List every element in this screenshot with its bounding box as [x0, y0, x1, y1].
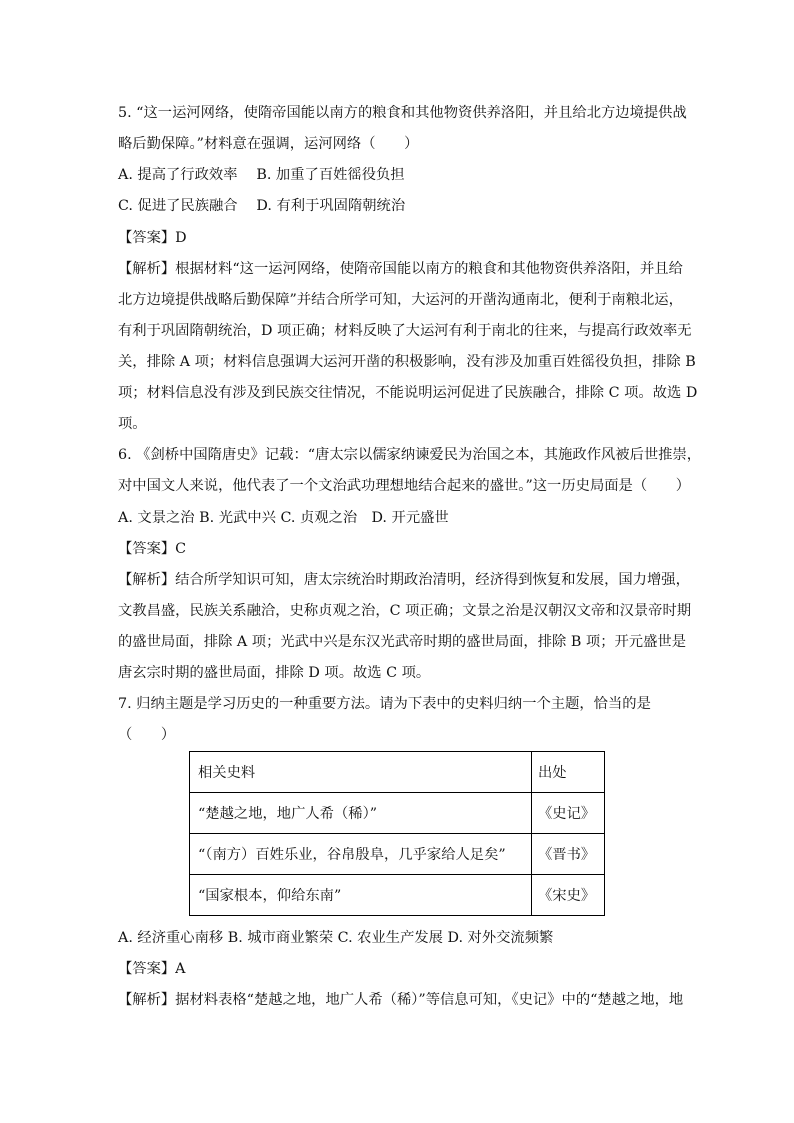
q6-analysis-line: 唐玄宗时期的盛世局面，排除 D 项。故选 C 项。 [118, 665, 431, 681]
q5-stem-line-1: 5. “这一运河网络，使隋帝国能以南方的粮食和其他物资供养洛阳，并且给北方边境提供战 [118, 105, 687, 121]
table-cell: “国家根本，仰给东南” [190, 875, 532, 916]
q5-analysis-line: 有利于巩固隋朝统治，D 项正确；材料反映了大运河有利于南北的往来，与提高行政效率无 [118, 323, 692, 339]
q6-answer: 【答案】C [118, 541, 187, 557]
q5-options-line-1: A. 提高了行政效率 B. 加重了百姓徭役负担 [118, 167, 405, 183]
q5-analysis-line: 关，排除 A 项；材料信息强调大运河开凿的积极影响，没有涉及加重百姓徭役负担，排除 B [118, 354, 696, 370]
table-row [190, 834, 605, 875]
q6-analysis-line: 【解析】结合所学知识可知，唐太宗统治时期政治清明，经济得到恢复和发展，国力增强， [118, 572, 690, 588]
table-cell: “楚越之地，地广人希（稀）” [190, 793, 532, 834]
q7-stem-line-1: 7. 归纳主题是学习历史的一种重要方法。请为下表中的史料归纳一个主题，恰当的是 [118, 696, 651, 712]
q5-analysis-line: 北方边境提供战略后勤保障”并结合所学可知，大运河的开凿沟通南北，便利于南粮北运， [118, 292, 683, 308]
q5-stem-line-2: 略后勤保障。”材料意在强调，运河网络（ ） [118, 136, 419, 152]
table-header-row [190, 752, 605, 793]
q6-analysis-line: 的盛世局面，排除 A 项；光武中兴是东汉光武帝时期的盛世局面，排除 B 项；开元盛世是 [118, 634, 686, 650]
table-header-cell: 出处 [532, 752, 605, 793]
q7-options-line-1: A. 经济重心南移 B. 城市商业繁荣 C. 农业生产发展 D. 对外交流频繁 [118, 930, 554, 946]
q6-options-line-1: A. 文景之治 B. 光武中兴 C. 贞观之治 D. 开元盛世 [118, 510, 449, 526]
source-table [189, 751, 605, 916]
q7-answer: 【答案】A [118, 961, 186, 977]
q7-stem-line-2: （ ） [118, 727, 176, 743]
q5-answer: 【答案】D [118, 230, 187, 246]
q7-analysis-line: 【解析】据材料表格“楚越之地，地广人希（稀）”等信息可知，《史记》中的“楚越之地，地 [118, 992, 684, 1008]
q6-analysis-line: 文教昌盛，民族关系融洽，史称贞观之治，C 项正确；文景之治是汉朝汉文帝和汉景帝时期 [118, 603, 692, 619]
table-cell: 《宋史》 [532, 875, 605, 916]
table-cell: 《晋书》 [532, 834, 605, 875]
q5-options-line-2: C. 促进了民族融合 D. 有利于巩固隋朝统治 [118, 198, 406, 214]
q5-analysis-line: 【解析】根据材料“这一运河网络，使隋帝国能以南方的粮食和其他物资供养洛阳，并且给 [118, 261, 683, 277]
q6-stem-line-1: 6. 《剑桥中国隋唐史》记载：“唐太宗以儒家纳谏爱民为治国之本，其施政作风被后世推崇， [118, 447, 702, 463]
table-row [190, 875, 605, 916]
table-cell: 《史记》 [532, 793, 605, 834]
q6-stem-line-2: 对中国文人来说，他代表了一个文治武功理想地结合起来的盛世。”这一历史局面是（ ） [118, 478, 691, 494]
table-row [190, 793, 605, 834]
table-cell: “（南方）百姓乐业，谷帛殷阜，几乎家给人足矣” [190, 834, 532, 875]
q5-analysis-line: 项。 [118, 416, 147, 432]
table-header-cell: 相关史料 [190, 752, 532, 793]
q5-analysis-line: 项；材料信息没有涉及到民族交往情况，不能说明运河促进了民族融合，排除 C 项。故选 D [118, 385, 698, 401]
